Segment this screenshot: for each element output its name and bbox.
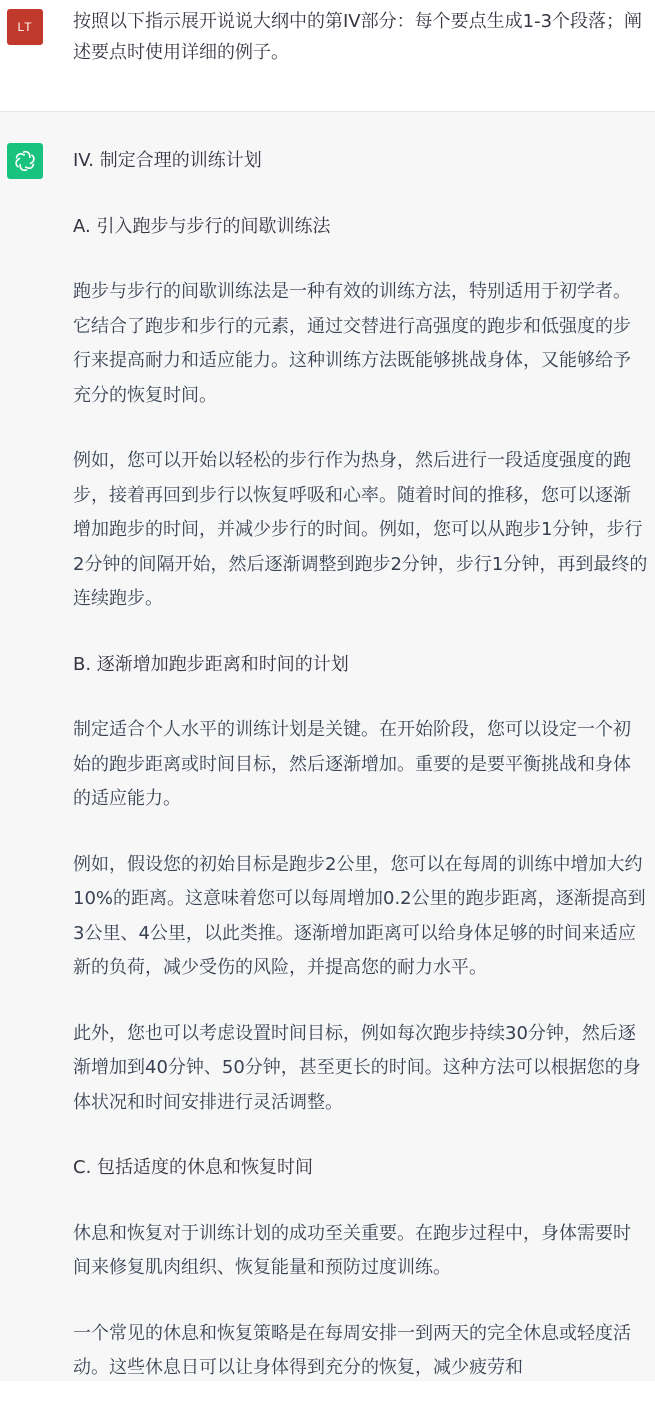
response-paragraph: 例如，您可以开始以轻松的步行作为热身，然后进行一段适度强度的跑步，接着再回到步行以恢复呼吸和心率。随着时间的推移，您可以逐渐增加跑步的时间，并减少步行的时间。例如，您可以从跑步1分钟，步行2分钟的间隔开始，然后逐渐调整到跑步2分钟，步行1分钟，再到最终的连续跑步。 bbox=[73, 450, 648, 609]
assistant-message bbox=[0, 112, 655, 1381]
user-avatar-initials: LT bbox=[17, 20, 33, 34]
subsection-heading: A. 引入跑步与步行的间歇训练法 bbox=[73, 215, 331, 237]
user-message bbox=[0, 0, 655, 112]
subsection-heading: B. 逐渐增加跑步距离和时间的计划 bbox=[73, 653, 349, 675]
response-paragraph: 休息和恢复对于训练计划的成功至关重要。在跑步过程中，身体需要时间来修复肌肉组织、恢复能量和预防过度训练。 bbox=[73, 1222, 631, 1278]
openai-logo-icon bbox=[7, 143, 43, 179]
response-paragraph: 跑步与步行的间歇训练法是一种有效的训练方法，特别适用于初学者。它结合了跑步和步行的元素，通过交替进行高强度的跑步和低强度的步行来提高耐力和适应能力。这种训练方法既能够挑战身体，又能够给予充分的恢复时间。 bbox=[73, 281, 631, 406]
response-paragraph: 一个常见的休息和恢复策略是在每周安排一到两天的完全休息或轻度活动。这些休息日可以让身体得到充分的恢复，减少疲劳和 bbox=[73, 1322, 631, 1378]
response-paragraph: 此外，您也可以考虑设置时间目标，例如每次跑步持续30分钟，然后逐渐增加到40分钟、50分钟，甚至更长的时间。这种方法可以根据您的身体状况和时间安排进行灵活调整。 bbox=[73, 1022, 641, 1113]
response-paragraph: 例如，假设您的初始目标是跑步2公里，您可以在每周的训练中增加大约10%的距离。这意味着您可以每周增加0.2公里的跑步距离，逐渐提高到3公里、4公里，以此类推。逐渐增加距离可以给身体足够的时间来适应新的负荷，减少受伤的风险，并提高您的耐力水平。 bbox=[73, 853, 646, 978]
subsection-heading: C. 包括适度的休息和恢复时间 bbox=[73, 1157, 314, 1178]
user-avatar bbox=[7, 9, 43, 45]
user-prompt-text: 按照以下指示展开说说大纲中的第IV部分：每个要点生成1-3个段落；阐述要点时使用详细的例子。 bbox=[73, 11, 643, 63]
response-paragraph: 制定适合个人水平的训练计划是关键。在开始阶段，您可以设定一个初始的跑步距离或时间目标，然后逐渐增加。重要的是要平衡挑战和身体的适应能力。 bbox=[73, 719, 631, 809]
assistant-response bbox=[73, 144, 648, 1417]
section-heading: IV. 制定合理的训练计划 bbox=[73, 150, 262, 171]
